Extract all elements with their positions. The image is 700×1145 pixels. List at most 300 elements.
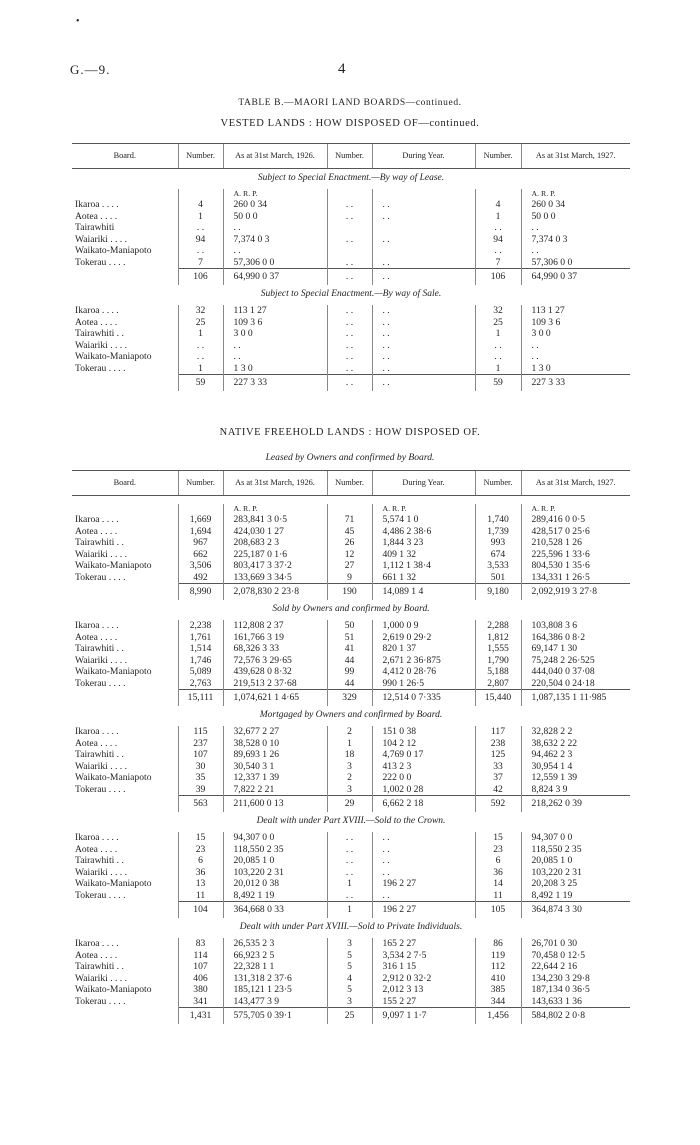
table-cell: . . (178, 222, 223, 234)
spacer-row (72, 496, 630, 505)
table-cell: 143,477 3 9 (223, 996, 327, 1008)
table-cell: 7,374 0 3 (521, 234, 630, 246)
table-cell: 5,089 (178, 666, 223, 678)
unit-label (327, 504, 372, 514)
table-row (72, 234, 630, 246)
table-row (72, 726, 630, 738)
table-cell: . . (327, 211, 372, 223)
table-cell: 32 (178, 305, 223, 317)
table-row (72, 761, 630, 773)
header-row (72, 144, 630, 169)
table-cell: 4,412 0 28·76 (372, 666, 475, 678)
table-cell: 165 2 27 (372, 938, 475, 950)
table-row (72, 572, 630, 584)
table-cell: 3 (327, 761, 372, 773)
table-cell: 20,012 0 38 (223, 878, 327, 890)
table-cell: 103,808 3 6 (521, 620, 630, 632)
table-cell: 674 (475, 549, 521, 561)
table-cell: . . (327, 855, 372, 867)
total-cell: 575,705 0 39·1 (223, 1008, 327, 1025)
table-cell: . . (475, 222, 521, 234)
section-title: Dealt with under Part XVIII.—Sold to Private Individuals. (239, 922, 463, 933)
table-row (72, 340, 630, 352)
table-cell: 83 (178, 938, 223, 950)
table-cell: 4,486 2 38·6 (372, 526, 475, 538)
section-title-row (72, 600, 630, 620)
table-cell: 38,632 2 22 (521, 738, 630, 750)
table-cell: 238 (475, 738, 521, 750)
board-name: Waiariki . . . . (75, 760, 127, 772)
table-cell: 1,739 (475, 526, 521, 538)
table-cell: . . (475, 245, 521, 257)
total-row (72, 584, 630, 601)
table-row (72, 666, 630, 678)
table-cell: . . (327, 867, 372, 879)
table-cell: 12 (327, 549, 372, 561)
header-row (72, 471, 630, 496)
table-cell: 4 (475, 199, 521, 211)
table-cell: . . (372, 844, 475, 856)
table-row (72, 560, 630, 572)
unit-label (327, 189, 372, 199)
table-cell: 220,504 0 24·18 (521, 678, 630, 690)
table-cell: 38,528 0 10 (223, 738, 327, 750)
table-cell: 1 3 0 (223, 363, 327, 375)
total-cell: 190 (327, 584, 372, 601)
table-cell: 1,555 (475, 643, 521, 655)
total-cell: 196 2 27 (372, 902, 475, 919)
table-cell: 155 2 27 (372, 996, 475, 1008)
table-cell: 413 2 3 (372, 761, 475, 773)
table-row (72, 749, 630, 761)
table-cell: 3 0 0 (521, 328, 630, 340)
board-name: Ikaroa . . . . (75, 620, 119, 631)
table-cell: 1,669 (178, 514, 223, 526)
table-cell: 25 (475, 317, 521, 329)
board-name: Tairawhiti (75, 222, 115, 233)
table-cell: 1 3 0 (521, 363, 630, 375)
table-cell: 119 (475, 950, 521, 962)
table-row (72, 738, 630, 750)
table-cell: 2,012 3 13 (372, 984, 475, 996)
table-cell: 13 (178, 878, 223, 890)
board-name: Waikato-Maniapoto (75, 878, 152, 889)
table-cell: 5 (327, 950, 372, 962)
unit-row (72, 189, 630, 199)
table-cell: 2,671 2 36·875 (372, 655, 475, 667)
table-row (72, 984, 630, 996)
table-cell: 131,318 2 37·6 (223, 973, 327, 985)
column-header: During Year. (372, 471, 475, 496)
total-cell: 364,668 0 33 (223, 902, 327, 919)
table-cell: . . (521, 222, 630, 234)
table-cell: 30,540 3 1 (223, 761, 327, 773)
table-cell: 113 1 27 (521, 305, 630, 317)
table-cell: 26 (327, 537, 372, 549)
table-cell: 208,683 2 3 (223, 537, 327, 549)
section-title: Subject to Special Enactment.—By way of Sale. (260, 289, 442, 300)
column-header: Number. (475, 144, 521, 169)
section-title-row (72, 918, 630, 938)
board-name: Tairawhiti . . (75, 855, 124, 866)
table-cell: 1 (178, 363, 223, 375)
unit-label: A. R. P. (372, 504, 475, 514)
total-cell: 64,990 0 37 (521, 269, 630, 286)
board-name: Ikaroa . . . . (75, 514, 119, 525)
table-cell: 25 (178, 317, 223, 329)
table-cell: 2 (327, 726, 372, 738)
total-cell: 1,431 (178, 1008, 223, 1025)
total-row (72, 902, 630, 919)
table-cell: 50 0 0 (521, 211, 630, 223)
unit-label (475, 189, 521, 199)
total-row (72, 690, 630, 707)
table-cell: 50 (327, 620, 372, 632)
table-cell: 51 (327, 632, 372, 644)
table-cell: 1 (475, 211, 521, 223)
table-cell: 30 (178, 761, 223, 773)
board-name: Waiariki . . . . (75, 866, 127, 878)
board-name: Tairawhiti . . (75, 749, 124, 760)
board-name: Tokerau . . . . (75, 995, 126, 1007)
column-header: As at 31st March, 1926. (223, 471, 327, 496)
board-name: Waikato-Maniapoto (75, 560, 152, 571)
table-cell: 118,550 2 35 (521, 844, 630, 856)
spacer (72, 496, 630, 505)
table-row (72, 961, 630, 973)
table-cell: 133,669 3 34·5 (223, 572, 327, 584)
table-cell: 94,462 2 3 (521, 749, 630, 761)
board-name: Aotea . . . . (75, 631, 118, 643)
total-cell: 584,802 2 0·8 (521, 1008, 630, 1025)
table-cell: . . (223, 351, 327, 363)
table-row (72, 950, 630, 962)
table-cell: 115 (178, 726, 223, 738)
table-cell: 1 (327, 738, 372, 750)
table-row (72, 890, 630, 902)
table-cell: . . (327, 363, 372, 375)
board-name: Aotea . . . . (75, 737, 118, 749)
table-cell: 69,147 1 30 (521, 643, 630, 655)
table-cell: 5,574 1 0 (372, 514, 475, 526)
table-row (72, 317, 630, 329)
native-freehold-heading: NATIVE FREEHOLD LANDS : HOW DISPOSED OF. (219, 427, 481, 438)
total-cell: 59 (475, 375, 521, 392)
table-cell: 289,416 0 0·5 (521, 514, 630, 526)
board-name: Aotea . . . . (75, 210, 118, 222)
table-cell: 68,326 3 33 (223, 643, 327, 655)
table-cell: . . (327, 890, 372, 902)
board-name: Tairawhiti . . (75, 537, 124, 548)
table-cell: . . (327, 328, 372, 340)
table-cell: 107 (178, 749, 223, 761)
table-cell: 8,824 3 9 (521, 784, 630, 796)
table-cell: 1 (327, 878, 372, 890)
total-row (72, 375, 630, 392)
total-label (72, 690, 178, 707)
unit-label (372, 189, 475, 199)
table-row (72, 549, 630, 561)
board-name: Aotea . . . . (75, 843, 118, 855)
column-header: As at 31st March, 1926. (223, 144, 327, 169)
table-row (72, 867, 630, 879)
column-header: Number. (178, 471, 223, 496)
table-cell: 492 (178, 572, 223, 584)
table-cell: 1,514 (178, 643, 223, 655)
table-cell: 2 (327, 772, 372, 784)
table-cell: 118,550 2 35 (223, 844, 327, 856)
total-cell: 2,092,919 3 27·8 (521, 584, 630, 601)
total-cell: 104 (178, 902, 223, 919)
total-cell: 14,089 1 4 (372, 584, 475, 601)
table-cell: 57,306 0 0 (223, 257, 327, 269)
table-cell: 18 (327, 749, 372, 761)
total-cell: 364,874 3 30 (521, 902, 630, 919)
table-cell: 7 (475, 257, 521, 269)
total-label (72, 1008, 178, 1025)
board-name: Tokerau . . . . (75, 677, 126, 689)
page-header (0, 62, 700, 82)
total-cell: 106 (178, 269, 223, 286)
board-name: Tokerau . . . . (75, 362, 126, 374)
table-cell: . . (223, 340, 327, 352)
board-name: Aotea . . . . (75, 316, 118, 328)
section-title-row (72, 169, 630, 190)
table-cell: 33 (475, 761, 521, 773)
table-cell: . . (372, 890, 475, 902)
table-row (72, 772, 630, 784)
board-name: Waiariki . . . . (75, 654, 127, 666)
table-cell: 1,746 (178, 655, 223, 667)
table-cell: 283,841 3 0·5 (223, 514, 327, 526)
board-name: Tairawhiti . . (75, 643, 124, 654)
board-name: Ikaroa . . . . (75, 832, 119, 843)
table-cell: . . (327, 257, 372, 269)
table-cell: . . (475, 340, 521, 352)
table-cell: 1 (178, 211, 223, 223)
table-cell: 22,328 1 1 (223, 961, 327, 973)
table-cell: 11 (475, 890, 521, 902)
table-row (72, 878, 630, 890)
table-cell: 5 (327, 961, 372, 973)
board-name: Waiariki . . . . (75, 339, 127, 351)
total-cell: . . (327, 269, 372, 286)
total-cell: 563 (178, 796, 223, 813)
section-title: Dealt with under Part XVIII.—Sold to the Crown. (256, 816, 446, 827)
table-cell: 143,633 1 36 (521, 996, 630, 1008)
board-name: Waikato-Maniapoto (75, 666, 152, 677)
column-header: As at 31st March, 1927. (521, 144, 630, 169)
table-cell: 1,112 1 38·4 (372, 560, 475, 572)
board-name: Tokerau . . . . (75, 889, 126, 901)
board-name: Waiariki . . . . (75, 548, 127, 560)
table-cell: 37 (475, 772, 521, 784)
table-cell: . . (372, 317, 475, 329)
table-cell: 187,134 0 36·5 (521, 984, 630, 996)
table-row (72, 245, 630, 257)
table-cell: 1,002 0 28 (372, 784, 475, 796)
table-cell: 36 (178, 867, 223, 879)
total-cell: 1,074,621 1 4·65 (223, 690, 327, 707)
table-cell: 406 (178, 973, 223, 985)
table-cell: 196 2 27 (372, 878, 475, 890)
table-cell: 7,822 2 21 (223, 784, 327, 796)
table-cell: 993 (475, 537, 521, 549)
table-cell: 15 (178, 832, 223, 844)
table-cell: 134,331 1 26·5 (521, 572, 630, 584)
table-cell: 109 3 6 (521, 317, 630, 329)
total-cell: 1,087,135 1 11·985 (521, 690, 630, 707)
table-cell: 22,644 2 16 (521, 961, 630, 973)
table-cell: 71 (327, 514, 372, 526)
table-cell: . . (372, 363, 475, 375)
table-cell: . . (327, 844, 372, 856)
table-cell: 428,517 0 25·6 (521, 526, 630, 538)
table-row (72, 973, 630, 985)
table-cell: 3 0 0 (223, 328, 327, 340)
board-name: Waiariki . . . . (75, 233, 127, 245)
table-cell: 3 (327, 938, 372, 950)
table-row (72, 643, 630, 655)
table-cell: 134,230 3 29·8 (521, 973, 630, 985)
table-cell: 2,238 (178, 620, 223, 632)
table-row (72, 257, 630, 269)
column-header: Number. (475, 471, 521, 496)
table-cell: 44 (327, 655, 372, 667)
total-label (72, 584, 178, 601)
table-cell: 2,912 0 32·2 (372, 973, 475, 985)
table-cell: . . (372, 867, 475, 879)
table-cell: . . (372, 351, 475, 363)
total-cell: 15,440 (475, 690, 521, 707)
board-name: Waikato-Maniapoto (75, 351, 152, 362)
board-name: Waiariki . . . . (75, 972, 127, 984)
table-cell: 2,807 (475, 678, 521, 690)
table-cell: 260 0 34 (223, 199, 327, 211)
total-cell: 218,262 0 39 (521, 796, 630, 813)
total-row (72, 796, 630, 813)
table-cell (372, 245, 475, 257)
table-cell (327, 245, 372, 257)
total-cell: 329 (327, 690, 372, 707)
table-cell: 5,188 (475, 666, 521, 678)
board-name: Waikato-Maniapoto (75, 772, 152, 783)
total-cell: 8,990 (178, 584, 223, 601)
table-cell: . . (372, 340, 475, 352)
table-cell: 1,790 (475, 655, 521, 667)
leased-subheading: Leased by Owners and confirmed by Board. (265, 452, 435, 463)
table-row (72, 363, 630, 375)
table-cell: 7,374 0 3 (223, 234, 327, 246)
column-header: Number. (327, 471, 372, 496)
table-cell: 94 (178, 234, 223, 246)
table-cell: . . (327, 340, 372, 352)
table-cell: 27 (327, 560, 372, 572)
table-cell: 662 (178, 549, 223, 561)
table-cell: . . (372, 305, 475, 317)
table-row (72, 222, 630, 234)
table-row (72, 996, 630, 1008)
board-name: Ikaroa . . . . (75, 305, 119, 316)
table-cell: . . (178, 340, 223, 352)
unit-label: A. R. P. (223, 189, 327, 199)
unit-label: A. R. P. (223, 504, 327, 514)
table-cell: . . (223, 222, 327, 234)
table-cell: 225,187 0 1·6 (223, 549, 327, 561)
table-cell: 820 1 37 (372, 643, 475, 655)
total-cell: 211,600 0 13 (223, 796, 327, 813)
table-cell: . . (327, 305, 372, 317)
section-title-row (72, 285, 630, 305)
table-cell: 803,417 3 37·2 (223, 560, 327, 572)
table-cell: 4,769 0 17 (372, 749, 475, 761)
table-cell: 222 0 0 (372, 772, 475, 784)
total-row (72, 269, 630, 286)
column-header: During Year. (372, 144, 475, 169)
table-cell: . . (372, 211, 475, 223)
table-row (72, 526, 630, 538)
table-cell: 94 (475, 234, 521, 246)
board-name: Aotea . . . . (75, 949, 118, 961)
table-cell: 385 (475, 984, 521, 996)
table-cell: 50 0 0 (223, 211, 327, 223)
board-name: Tairawhiti . . (75, 328, 124, 339)
table-cell: 3,533 (475, 560, 521, 572)
table-cell: 12,559 1 39 (521, 772, 630, 784)
table-cell: 8,492 1 19 (223, 890, 327, 902)
table-cell: 9 (327, 572, 372, 584)
table-cell: . . (327, 351, 372, 363)
report-reference: G.—9. (70, 62, 111, 77)
total-cell: 59 (178, 375, 223, 392)
table-cell: 967 (178, 537, 223, 549)
table-row (72, 844, 630, 856)
table-cell: 12,337 1 39 (223, 772, 327, 784)
column-header: Number. (327, 144, 372, 169)
total-cell: 64,990 0 37 (223, 269, 327, 286)
table-cell: 94,307 0 0 (521, 832, 630, 844)
section-title: Sold by Owners and confirmed by Board. (272, 604, 430, 615)
table-cell: 225,596 1 33·6 (521, 549, 630, 561)
freehold-lands-table (72, 470, 630, 1024)
table-cell: 15 (475, 832, 521, 844)
total-cell: . . (327, 375, 372, 392)
table-cell: . . (372, 257, 475, 269)
table-cell: 164,386 0 8·2 (521, 632, 630, 644)
table-cell: 341 (178, 996, 223, 1008)
table-cell: 3 (327, 784, 372, 796)
table-cell: 3 (327, 996, 372, 1008)
column-header: As at 31st March, 1927. (521, 471, 630, 496)
table-cell: 117 (475, 726, 521, 738)
table-cell: 125 (475, 749, 521, 761)
table-cell: 424,030 1 27 (223, 526, 327, 538)
board-name: Tairawhiti . . (75, 961, 124, 972)
table-cell: 112 (475, 961, 521, 973)
total-cell: 1 (327, 902, 372, 919)
table-row (72, 632, 630, 644)
table-cell: 380 (178, 984, 223, 996)
total-label (72, 796, 178, 813)
table-cell: 35 (178, 772, 223, 784)
table-cell: . . (178, 351, 223, 363)
table-cell: 44 (327, 678, 372, 690)
table-cell: 990 1 26·5 (372, 678, 475, 690)
table-cell: 1,844 3 23 (372, 537, 475, 549)
table-cell: 66,923 2 5 (223, 950, 327, 962)
column-header: Board. (72, 471, 178, 496)
table-cell: 661 1 32 (372, 572, 475, 584)
